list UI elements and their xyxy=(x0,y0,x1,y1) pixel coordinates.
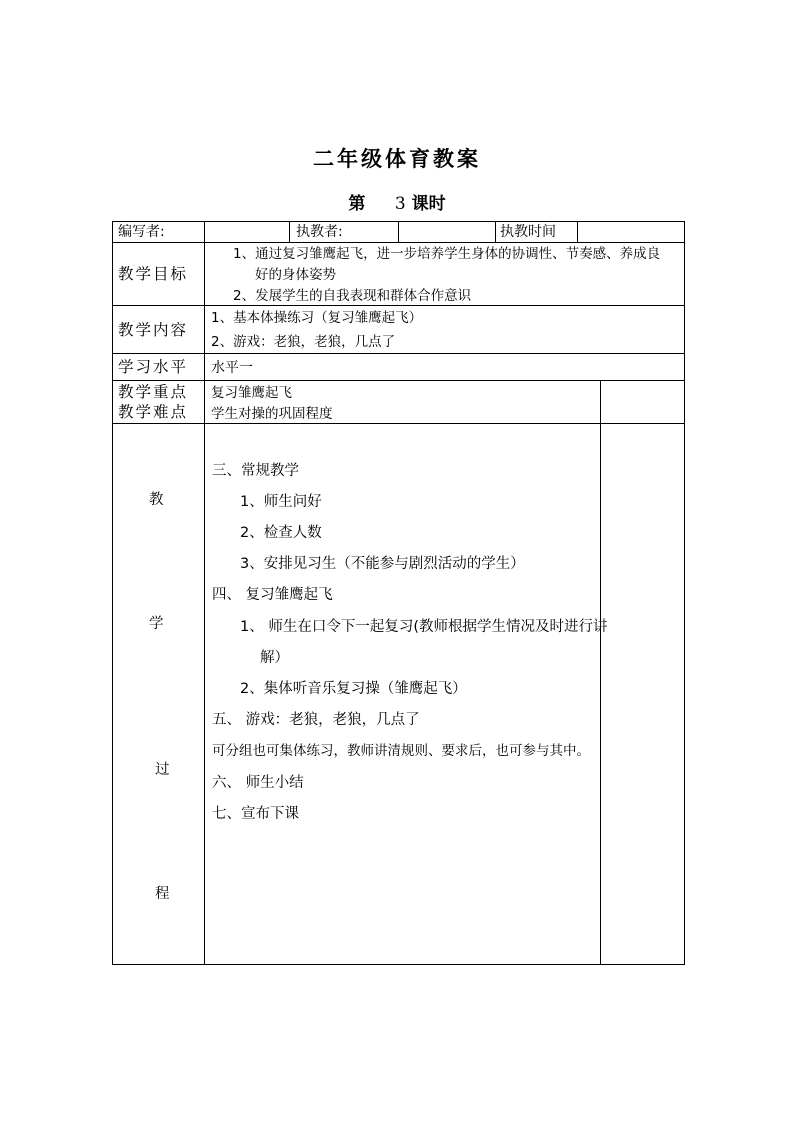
difficulty-value: 学生对操的巩固程度 xyxy=(211,406,333,422)
lesson-number-value: 3 xyxy=(394,194,406,214)
process-line: 可分组也可集体练习，教师讲清规则、要求后，也可参与其中。 xyxy=(212,743,590,759)
key-points-extra-cell xyxy=(600,380,685,424)
process-label-char: 程 xyxy=(155,886,170,902)
process-extra-cell xyxy=(600,423,685,965)
process-line: 六、 师生小结 xyxy=(212,775,304,791)
process-line: 2、检查人数 xyxy=(240,525,322,541)
content-item: 1、基本体操练习（复习雏鹰起飞） xyxy=(211,310,423,326)
teacher-label: 执教者: xyxy=(296,224,343,240)
focus-value: 复习雏鹰起飞 xyxy=(211,385,292,401)
lesson-suffix: 课时 xyxy=(411,194,446,214)
content-item: 2、游戏：老狼，老狼，几点了 xyxy=(211,334,396,350)
process-label-char: 学 xyxy=(149,616,164,632)
lesson-prefix: 第 xyxy=(348,194,366,214)
objective-item: 1、通过复习雏鹰起飞，进一步培养学生身体的协调性、节奏感、养成良 xyxy=(233,246,661,262)
level-value: 水平一 xyxy=(211,360,253,376)
author-label: 编写者: xyxy=(118,224,165,240)
objective-item: 好的身体姿势 xyxy=(255,267,336,283)
focus-label: 教学重点 xyxy=(118,383,189,401)
level-value-cell xyxy=(204,353,685,381)
process-line: 3、安排见习生（不能参与剧烈活动的学生） xyxy=(240,556,525,572)
difficulty-label: 教学难点 xyxy=(118,403,189,421)
process-line: 解） xyxy=(260,650,289,666)
process-line: 四、 复习雏鹰起飞 xyxy=(212,587,333,603)
document-title: 二年级体育教案 xyxy=(313,146,481,171)
process-line: 五、 游戏：老狼，老狼，几点了 xyxy=(212,712,420,728)
author-value-cell xyxy=(204,221,290,243)
level-label: 学习水平 xyxy=(118,358,189,376)
time-value-cell xyxy=(577,221,685,243)
process-line: 1、 师生在口令下一起复习(教师根据学生情况及时进行讲 xyxy=(240,619,608,635)
process-line: 2、集体听音乐复习操（雏鹰起飞） xyxy=(240,681,467,697)
objective-item: 2、发展学生的自我表现和群体合作意识 xyxy=(233,288,472,304)
process-line: 1、师生问好 xyxy=(240,494,322,510)
process-line: 三、常规教学 xyxy=(212,463,299,479)
time-label: 执教时间 xyxy=(500,224,556,240)
process-label-char: 过 xyxy=(155,762,170,778)
content-label: 教学内容 xyxy=(118,321,189,339)
teacher-value-cell xyxy=(398,221,496,243)
process-line: 七、宣布下课 xyxy=(212,806,299,822)
process-label-char: 教 xyxy=(149,492,164,508)
lesson-number xyxy=(0,189,794,214)
objectives-label: 教学目标 xyxy=(118,265,189,283)
